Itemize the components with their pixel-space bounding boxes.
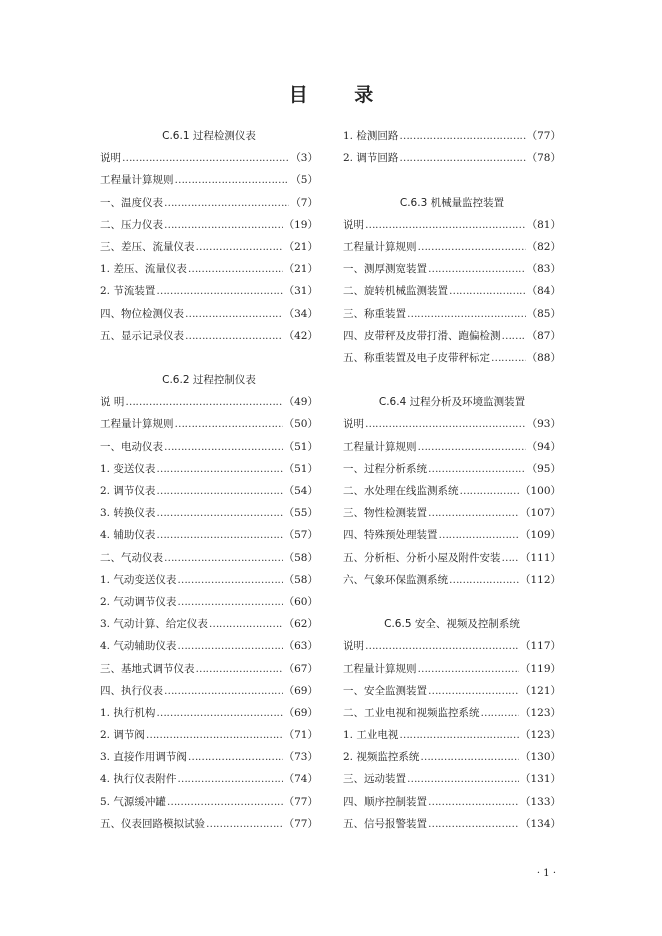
toc-entry-page: （71） — [283, 729, 318, 742]
spacer — [100, 347, 318, 369]
section-heading: C.6.3 机械量监控装置 — [399, 196, 505, 209]
toc-entry[interactable] — [100, 524, 318, 546]
dot-leader — [449, 569, 519, 591]
dot-leader — [407, 768, 519, 790]
dot-leader — [502, 325, 526, 347]
dot-leader — [428, 791, 519, 813]
dot-leader — [185, 303, 283, 325]
toc-entry-page: （123） — [519, 729, 561, 742]
dot-leader — [196, 658, 283, 680]
dot-leader — [418, 436, 526, 458]
dot-leader — [407, 303, 526, 325]
toc-entry-label: 二、工业电视和视频监控系统 — [343, 706, 480, 719]
toc-entry[interactable] — [100, 746, 318, 768]
dot-leader — [156, 502, 282, 524]
toc-entry[interactable] — [343, 813, 561, 835]
toc-entry-label: 三、物性检测装置 — [343, 507, 427, 520]
toc-entry-label: 工程量计算规则 — [343, 440, 417, 453]
toc-entry-page: （73） — [283, 751, 318, 764]
toc-entry-label: 2. 节流装置 — [100, 285, 156, 298]
toc-entry-label: 1. 变送仪表 — [100, 462, 156, 475]
toc-entry-page: （94） — [526, 440, 561, 453]
dot-leader — [428, 813, 519, 835]
toc-entry-page: （77） — [526, 130, 561, 142]
toc-entry-page: （54） — [283, 485, 318, 497]
dot-leader — [399, 125, 525, 147]
toc-entry-label: 说明 — [100, 152, 121, 165]
dot-leader — [156, 524, 282, 546]
dot-leader — [209, 613, 283, 635]
dot-leader — [156, 480, 282, 502]
toc-entry-page: （3） — [290, 152, 318, 165]
toc-entry[interactable] — [100, 480, 318, 502]
toc-entry[interactable] — [343, 458, 561, 480]
dot-leader — [177, 569, 282, 591]
toc-entry-page: （100） — [519, 485, 561, 497]
toc-entry[interactable] — [343, 724, 561, 746]
toc-entry[interactable] — [343, 502, 561, 524]
toc-entry-page: （55） — [283, 507, 318, 520]
toc-entry-page: （19） — [283, 218, 318, 231]
dot-leader — [177, 768, 282, 790]
toc-entry-page: （67） — [283, 662, 318, 675]
toc-entry-label: 四、执行仪表 — [100, 684, 163, 697]
dot-leader — [164, 192, 289, 214]
dot-leader — [420, 746, 519, 768]
toc-entry-label: 工程量计算规则 — [343, 662, 417, 675]
toc-entry[interactable] — [100, 613, 318, 635]
toc-entry-label: 说 明 — [100, 396, 125, 409]
toc-entry-label: 二、旋转机械监测装置 — [343, 285, 448, 298]
toc-entry-label: 五、仪表回路模拟试验 — [100, 817, 205, 830]
dot-leader — [188, 746, 283, 768]
toc-entry[interactable] — [100, 325, 318, 347]
toc-entry-page: （51） — [283, 462, 318, 475]
toc-entry[interactable] — [343, 635, 561, 657]
toc-entry[interactable] — [343, 413, 561, 435]
toc-entry[interactable] — [100, 635, 318, 657]
toc-entry[interactable] — [343, 147, 561, 169]
toc-entry-page: （117） — [519, 640, 561, 653]
toc-entry-label: 一、安全监测装置 — [343, 684, 427, 697]
dot-leader — [365, 413, 526, 435]
toc-entry-label: 四、特殊预处理装置 — [343, 529, 438, 542]
toc-entry-label: 二、气动仪表 — [100, 551, 163, 564]
toc-entry-label: 三、基地式调节仪表 — [100, 662, 195, 675]
toc-entry-page: （85） — [526, 307, 561, 320]
dot-leader — [365, 635, 519, 657]
dot-leader — [206, 813, 283, 835]
toc-entry[interactable] — [343, 658, 561, 680]
toc-entry-label: 3. 直接作用调节阀 — [100, 751, 187, 764]
toc-entry-page: （123） — [519, 706, 561, 719]
toc-entry[interactable] — [343, 569, 561, 591]
toc-entry-page: （50） — [283, 418, 318, 431]
toc-entry[interactable] — [343, 214, 561, 236]
toc-entry-label: 五、显示记录仪表 — [100, 329, 184, 342]
toc-entry[interactable] — [343, 325, 561, 347]
toc-entry-label: 三、远动装置 — [343, 773, 406, 786]
toc-entry-label: 1. 检测回路 — [343, 130, 399, 142]
toc-entry-page: （57） — [283, 529, 318, 542]
toc-entry[interactable] — [100, 192, 318, 214]
toc-entry-page: （109） — [519, 529, 561, 542]
dot-leader — [177, 591, 282, 613]
toc-entry-label: 工程量计算规则 — [100, 418, 174, 431]
toc-entry[interactable] — [100, 280, 318, 302]
section-heading: C.6.4 过程分析及环境监测装置 — [378, 396, 526, 409]
dot-leader — [428, 258, 526, 280]
toc-entry-page: （111） — [519, 551, 561, 564]
toc-entry-label: 二、压力仪表 — [100, 218, 163, 231]
toc-entry-label: 2. 视频监控系统 — [343, 751, 420, 764]
toc-entry-label: 三、差压、流量仪表 — [100, 240, 195, 253]
dot-leader — [502, 547, 519, 569]
toc-entry[interactable] — [100, 658, 318, 680]
toc-entry-page: （58） — [283, 551, 318, 564]
toc-entry-page: （121） — [519, 684, 561, 697]
toc-entry-page: （87） — [526, 329, 561, 342]
toc-entry[interactable] — [100, 547, 318, 569]
toc-entry-label: 五、信号报警装置 — [343, 817, 427, 830]
toc-entry-label: 2. 调节仪表 — [100, 485, 156, 497]
toc-entry[interactable] — [100, 569, 318, 591]
toc-entry[interactable] — [343, 547, 561, 569]
toc-entry-label: 六、气象环保监测系统 — [343, 573, 448, 586]
dot-leader — [167, 791, 283, 813]
toc-entry-page: （84） — [526, 285, 561, 298]
dot-leader — [418, 658, 519, 680]
toc-entry-page: （69） — [283, 706, 318, 719]
dot-leader — [164, 214, 283, 236]
toc-entry-page: （82） — [526, 240, 561, 253]
dot-leader — [175, 413, 283, 435]
toc-entry[interactable] — [343, 347, 561, 369]
toc-entry[interactable] — [343, 768, 561, 790]
dot-leader — [449, 280, 526, 302]
toc-entry-page: （74） — [283, 773, 318, 786]
toc-entry-page: （93） — [526, 418, 561, 431]
toc-entry[interactable] — [343, 436, 561, 458]
toc-entry-page: （130） — [519, 751, 561, 764]
toc-entry-label: 3. 转换仪表 — [100, 507, 156, 520]
toc-entry[interactable] — [100, 258, 318, 280]
toc-entry-label: 一、测厚测宽装置 — [343, 263, 427, 276]
toc-entry[interactable] — [100, 680, 318, 702]
toc-entry-label: 二、水处理在线监测系统 — [343, 485, 459, 497]
toc-entry-label: 五、分析柜、分析小屋及附件安装 — [343, 551, 501, 564]
toc-entry-label: 5. 气源缓冲罐 — [100, 795, 166, 808]
toc-entry-label: 一、温度仪表 — [100, 196, 163, 209]
toc-entry[interactable] — [343, 236, 561, 258]
toc-entry-label: 四、顺序控制装置 — [343, 795, 427, 808]
toc-left-column — [100, 125, 318, 835]
toc-entry-page: （119） — [519, 662, 561, 675]
toc-entry[interactable] — [343, 702, 561, 724]
toc-entry[interactable] — [100, 436, 318, 458]
section-heading: C.6.5 安全、视频及控制系统 — [384, 618, 520, 631]
dot-leader — [428, 458, 526, 480]
page-title: 目 录 — [288, 84, 394, 106]
toc-entry-page: （31） — [283, 285, 318, 298]
dot-leader — [196, 236, 283, 258]
toc-entry-page: （7） — [290, 196, 318, 209]
dot-leader — [439, 524, 519, 546]
toc-entry-page: （34） — [283, 307, 318, 320]
dot-leader — [188, 258, 283, 280]
toc-entry[interactable] — [343, 524, 561, 546]
section-heading: C.6.2 过程控制仪表 — [162, 374, 256, 387]
toc-entry-label: 说明 — [343, 640, 364, 653]
toc-entry-page: （58） — [283, 573, 318, 586]
toc-entry-page: （5） — [290, 174, 318, 187]
toc-entry-page: （77） — [283, 795, 318, 808]
toc-entry-label: 四、物位检测仪表 — [100, 307, 184, 320]
toc-entry[interactable] — [100, 768, 318, 790]
toc-entry[interactable] — [100, 303, 318, 325]
toc-entry[interactable] — [100, 147, 318, 169]
toc-entry-page: （42） — [283, 329, 318, 342]
dot-leader — [156, 458, 282, 480]
toc-entry-page: （63） — [283, 640, 318, 653]
toc-entry-page: （83） — [526, 263, 561, 276]
section-heading: C.6.1 过程检测仪表 — [162, 130, 256, 142]
dot-leader — [146, 724, 283, 746]
dot-leader — [164, 436, 283, 458]
toc-entry-label: 说明 — [343, 218, 364, 231]
dot-leader — [428, 502, 519, 524]
toc-entry-label: 四、皮带秤及皮带打滑、跑偏检测 — [343, 329, 501, 342]
toc-entry[interactable] — [100, 413, 318, 435]
toc-entry[interactable] — [343, 680, 561, 702]
dot-leader — [125, 391, 282, 413]
toc-entry-label: 2. 气动调节仪表 — [100, 595, 177, 608]
spacer — [343, 369, 561, 391]
dot-leader — [156, 702, 282, 724]
page-number: · 1 · — [536, 868, 556, 879]
toc-entry-page: （81） — [526, 218, 561, 231]
toc-entry[interactable] — [343, 125, 561, 147]
toc-entry[interactable] — [343, 303, 561, 325]
toc-entry-label: 五、称重装置及电子皮带秤标定 — [343, 351, 490, 364]
toc-right-column — [343, 125, 561, 835]
dot-leader — [399, 147, 525, 169]
dot-leader — [399, 724, 519, 746]
toc-entry-page: （49） — [283, 396, 318, 409]
toc-entry[interactable] — [343, 280, 561, 302]
toc-entry-page: （95） — [526, 462, 561, 475]
dot-leader — [418, 236, 526, 258]
dot-leader — [491, 347, 526, 369]
toc-entry-label: 1. 差压、流量仪表 — [100, 263, 187, 276]
toc-entry-label: 说明 — [343, 418, 364, 431]
toc-entry[interactable] — [100, 458, 318, 480]
toc-entry-label: 4. 气动辅助仪表 — [100, 640, 177, 653]
toc-entry[interactable] — [100, 702, 318, 724]
toc-entry-label: 工程量计算规则 — [343, 240, 417, 253]
spacer — [343, 591, 561, 613]
toc-entry-page: （21） — [283, 240, 318, 253]
toc-entry[interactable] — [343, 258, 561, 280]
toc-entry[interactable] — [100, 236, 318, 258]
toc-entry[interactable] — [100, 724, 318, 746]
toc-entry-page: （131） — [519, 773, 561, 786]
dot-leader — [481, 702, 519, 724]
toc-entry-label: 工程量计算规则 — [100, 174, 174, 187]
toc-entry-page: （134） — [519, 817, 561, 830]
toc-entry-page: （51） — [283, 440, 318, 453]
toc-entry[interactable] — [343, 746, 561, 768]
toc-entry[interactable] — [100, 169, 318, 191]
toc-entry-label: 一、电动仪表 — [100, 440, 163, 453]
toc-entry-page: （112） — [519, 573, 561, 586]
dot-leader — [365, 214, 526, 236]
dot-leader — [164, 680, 283, 702]
dot-leader — [177, 635, 282, 657]
toc-entry[interactable] — [100, 502, 318, 524]
toc-entry-label: 2. 调节阀 — [100, 729, 145, 742]
toc-entry-label: 4. 辅助仪表 — [100, 529, 156, 542]
toc-entry-label: 一、过程分析系统 — [343, 462, 427, 475]
toc-entry-page: （107） — [519, 507, 561, 520]
toc-entry-page: （62） — [283, 618, 318, 631]
toc-entry-page: （69） — [283, 684, 318, 697]
toc-entry-page: （60） — [283, 595, 318, 608]
toc-entry-page: （78） — [526, 152, 561, 165]
toc-entry-label: 4. 执行仪表附件 — [100, 773, 177, 786]
toc-entry[interactable] — [100, 391, 318, 413]
toc-entry-label: 3. 气动计算、给定仪表 — [100, 618, 208, 631]
toc-entry[interactable] — [100, 591, 318, 613]
toc-entry-page: （21） — [283, 263, 318, 276]
dot-leader — [164, 547, 283, 569]
toc-entry-label: 1. 工业电视 — [343, 729, 399, 742]
toc-entry-label: 2. 调节回路 — [343, 152, 399, 165]
dot-leader — [175, 169, 290, 191]
toc-entry-label: 三、称重装置 — [343, 307, 406, 320]
toc-entry-label: 1. 气动变送仪表 — [100, 573, 177, 586]
dot-leader — [156, 280, 282, 302]
toc-entry[interactable] — [100, 813, 318, 835]
toc-entry-page: （133） — [519, 795, 561, 808]
dot-leader — [185, 325, 283, 347]
toc-entry[interactable] — [343, 791, 561, 813]
toc-entry[interactable] — [100, 214, 318, 236]
dot-leader — [122, 147, 289, 169]
toc-entry[interactable] — [343, 480, 561, 502]
toc-entry-label: 1. 执行机构 — [100, 706, 156, 719]
dot-leader — [460, 480, 519, 502]
dot-leader — [428, 680, 519, 702]
toc-entry[interactable] — [100, 791, 318, 813]
toc-entry-page: （77） — [283, 817, 318, 830]
spacer — [343, 169, 561, 191]
toc-entry-page: （88） — [526, 351, 561, 364]
